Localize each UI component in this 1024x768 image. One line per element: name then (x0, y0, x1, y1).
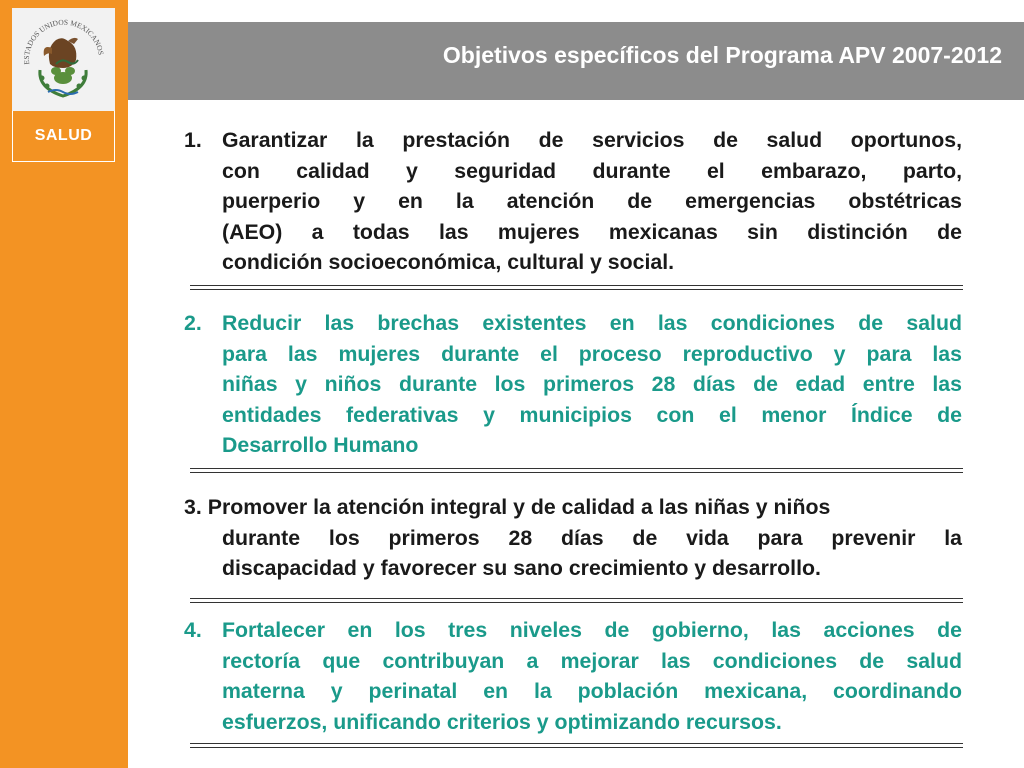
objective-number: 3. (184, 495, 202, 519)
sidebar (0, 0, 128, 768)
objective-line: Reducir las brechas existentes en las condiciones de salud (222, 311, 962, 335)
title-bar (128, 22, 1024, 100)
objective-line: Desarrollo Humano (222, 433, 419, 458)
objective-line: (AEO) a todas las mujeres mexicanas sin distinción de (222, 219, 962, 244)
objective-line: condición socioeconómica, cultural y social. (222, 250, 675, 275)
objective-line: esfuerzos, unificando criterios y optimizando recursos. (222, 709, 782, 734)
objective-line: durante los primeros 28 días de vida para prevenir la (222, 525, 962, 550)
page-title: Objetivos específicos del Programa APV 2007-2012 (442, 41, 1002, 68)
objective-number: 4. (184, 618, 202, 642)
objective-1 (184, 125, 962, 278)
divider (190, 598, 963, 603)
objective-line: puerperio y en la atención de emergencias obstétricas (222, 189, 962, 214)
seal-arc-text: ESTADOS UNIDOS MEXICANOS (21, 17, 106, 65)
objective-line: niñas y niños durante los primeros 28 días de edad entre las (222, 372, 962, 397)
objective-4 (184, 615, 962, 737)
objective-number: 1. (184, 128, 202, 152)
objective-line: Promover la atención integral y de calidad a las niñas y niños (207, 495, 831, 519)
objective-line: rectoría que contribuyan a mejorar las condiciones de salud (222, 648, 962, 673)
objective-number: 2. (184, 311, 202, 335)
divider (190, 285, 963, 290)
salud-label: SALUD (12, 111, 115, 162)
objective-line: con calidad y seguridad durante el embarazo, parto, (222, 158, 962, 183)
objective-line: discapacidad y favorecer su sano crecimiento y desarrollo. (222, 556, 821, 581)
objective-2 (184, 308, 962, 461)
objective-line: materna y perinatal en la población mexicana, coordinando (222, 679, 962, 704)
objective-line: Garantizar la prestación de servicios de salud oportunos, (222, 128, 962, 152)
divider (190, 468, 963, 473)
seal-box (12, 8, 115, 111)
mexico-coat-of-arms-icon (12, 8, 115, 111)
objective-line: para las mujeres durante el proceso reproductivo y para las (222, 341, 962, 366)
divider (190, 743, 963, 748)
objective-line: entidades federativas y municipios con el menor Índice de (222, 402, 962, 427)
objective-line: Fortalecer en los tres niveles de gobierno, las acciones de (222, 618, 962, 642)
objective-3 (184, 492, 962, 584)
